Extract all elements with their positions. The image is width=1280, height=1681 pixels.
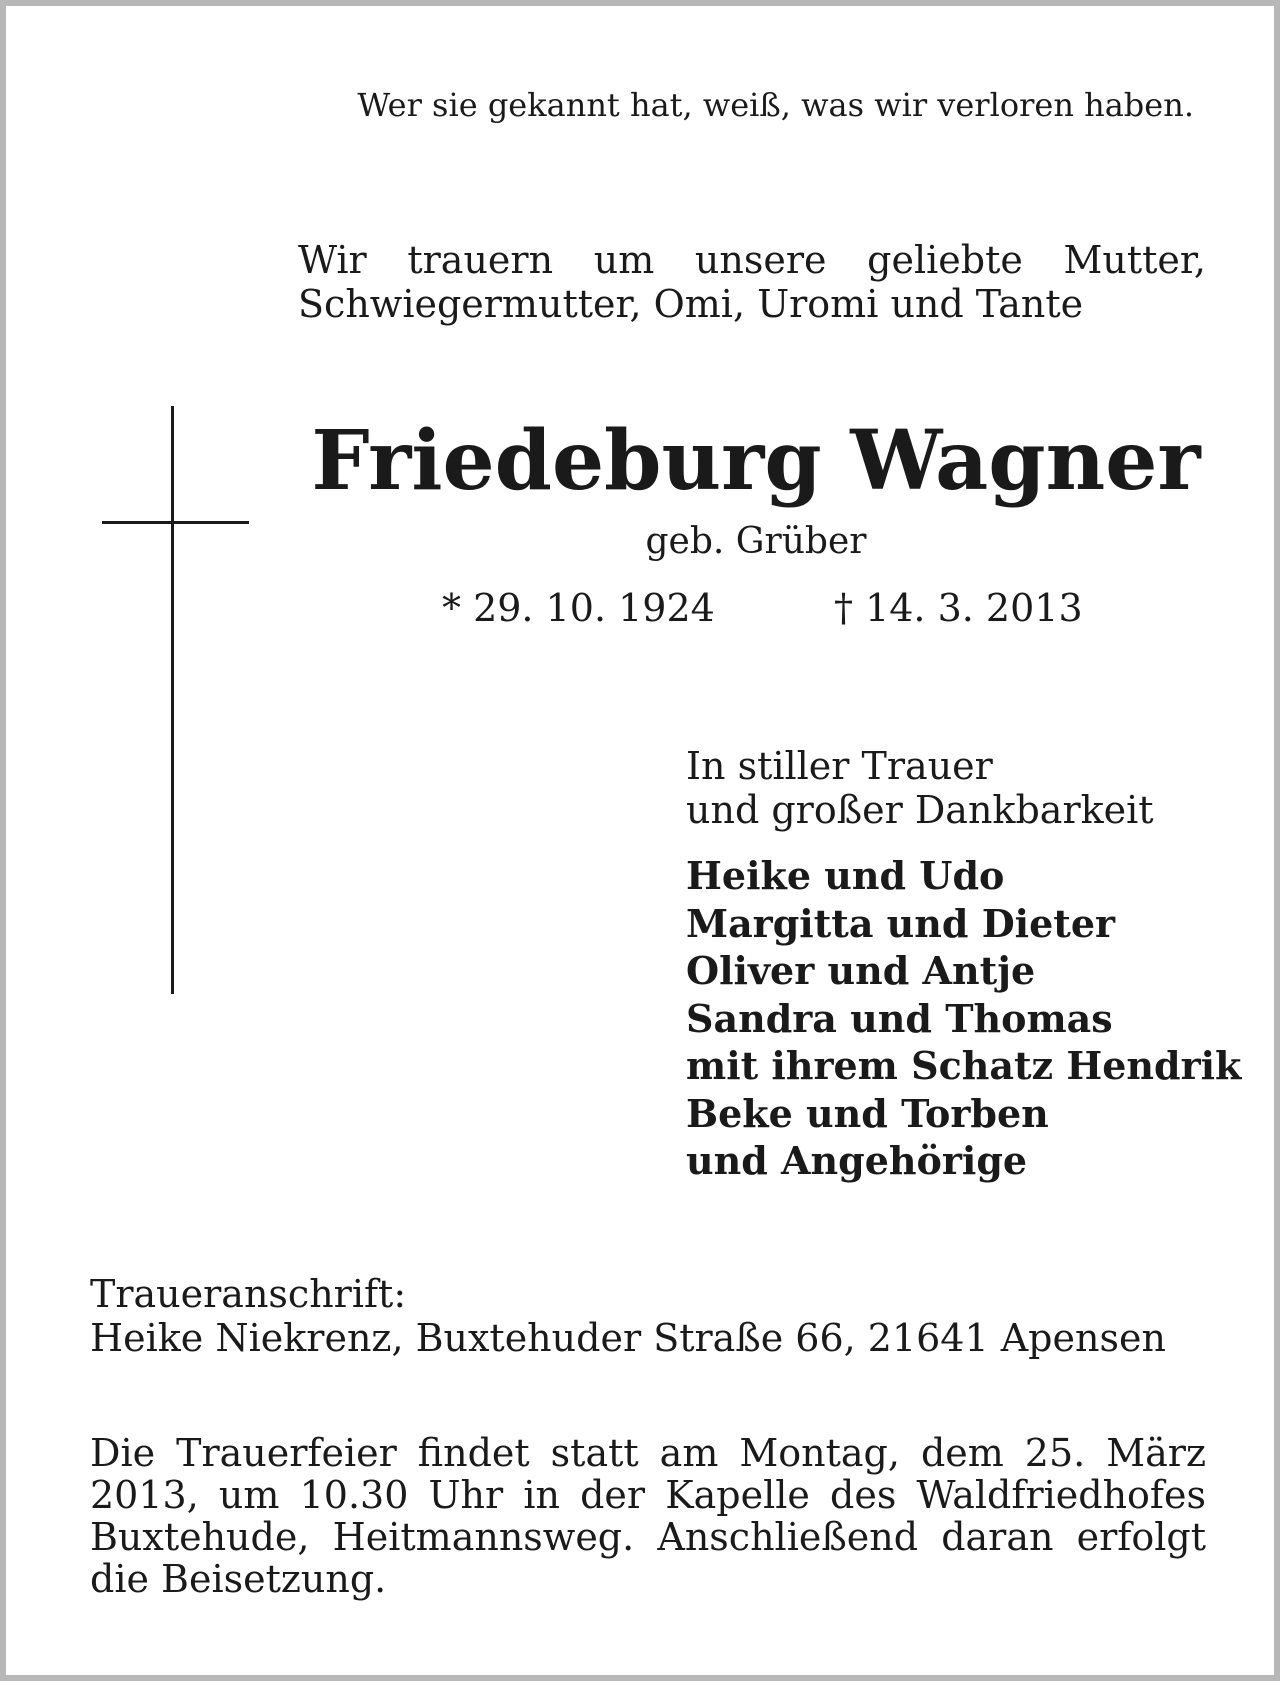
mourner-item: Heike und Udo xyxy=(686,853,1005,898)
ceremony-text: Die Trauerfeier findet statt am Montag, dem 25. März 2013, um 10.30 Uhr in der Kapelle des Waldfriedhofes Buxtehude, Heitmannsweg. Anschließend daran erfolgt die Beisetzung. xyxy=(90,1431,1206,1601)
mourners-list xyxy=(686,852,1241,1185)
mourner-item: mit ihrem Schatz Hendrik xyxy=(686,1043,1242,1088)
mourner-item: und Angehörige xyxy=(686,1138,1028,1183)
maiden-name: geb. Grüber xyxy=(645,521,867,562)
mourner-item: Beke und Torben xyxy=(686,1090,1049,1136)
intro-text: Wir trauern um unsere geliebte Mutter, Schwiegermutter, Omi, Uromi und Tante xyxy=(298,238,1206,326)
cross-horizontal-bar xyxy=(102,521,249,524)
birth-date: * 29. 10. 1924 xyxy=(442,586,715,630)
mourner-item: Oliver und Antje xyxy=(686,948,1036,993)
mourning-line: In stiller Trauer xyxy=(686,744,993,788)
motto: Wer sie gekannt hat, weiß, was wir verloren haben. xyxy=(357,86,1194,124)
mourner-item: Margitta und Dieter xyxy=(686,900,1116,946)
death-date: † 14. 3. 2013 xyxy=(834,586,1083,630)
address-text: Heike Niekrenz, Buxtehuder Straße 66, 21641 Apensen xyxy=(90,1316,1166,1360)
mourning-address xyxy=(90,1272,1166,1360)
deceased-name: Friedeburg Wagner xyxy=(311,413,1201,509)
cross-vertical-bar xyxy=(171,406,174,994)
mourner-item: Sandra und Thomas xyxy=(686,995,1113,1041)
mourning-phrase xyxy=(686,744,1154,832)
mourning-line: und großer Dankbarkeit xyxy=(686,788,1154,832)
address-label: Traueranschrift: xyxy=(90,1272,407,1316)
